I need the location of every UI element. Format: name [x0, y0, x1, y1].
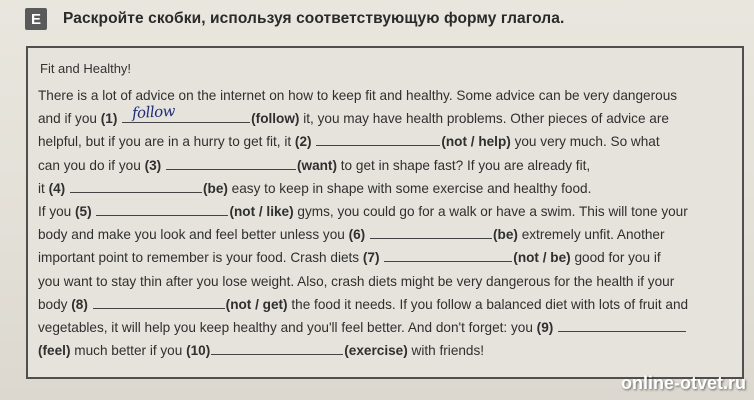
- text-segment: you very much. So what: [510, 134, 660, 150]
- answer-blank[interactable]: [370, 225, 492, 239]
- watermark: online-otvet.ru: [621, 373, 746, 393]
- exercise-header: [12, 4, 744, 34]
- passage-line: [38, 270, 738, 293]
- verb-hint: (exercise): [344, 343, 408, 359]
- handwritten-answer: follow: [131, 102, 176, 123]
- gap-number: (7): [362, 250, 380, 266]
- answer-blank[interactable]: [122, 102, 250, 123]
- passage-line: [38, 293, 738, 316]
- answer-blank[interactable]: [166, 156, 296, 170]
- passage-line: [38, 130, 738, 153]
- answer-blank[interactable]: [211, 341, 343, 355]
- text-segment: vegetables, it will help you keep healthy and you'll feel better. And don't forget: you: [38, 319, 537, 335]
- answer-blank[interactable]: [316, 132, 440, 146]
- text-segment: good for you if: [570, 250, 661, 266]
- text-segment: gyms, you could go for a walk or have a swim. This will tone your: [293, 203, 688, 219]
- gap-number: (2): [294, 134, 312, 150]
- gap-number: (4): [48, 180, 66, 196]
- passage-text: [38, 84, 738, 362]
- text-segment: helpful, but if you are in a hurry to get fit, it: [38, 134, 295, 150]
- exercise-badge: E: [25, 8, 47, 30]
- gap-number: (9): [536, 319, 554, 335]
- text-segment: it: [38, 180, 49, 196]
- text-segment: and if you: [38, 111, 101, 127]
- answer-blank[interactable]: [70, 179, 202, 193]
- text-segment: to get in shape fast? If you are already fit,: [337, 157, 591, 173]
- passage-line: [38, 316, 738, 339]
- answer-blank[interactable]: [384, 248, 512, 262]
- text-segment: important point to remember is your food. Crash diets: [38, 250, 363, 266]
- text-segment: body: [38, 296, 72, 312]
- answer-blank[interactable]: [96, 202, 228, 216]
- passage-line: [38, 223, 738, 246]
- verb-hint: (not / get): [225, 296, 288, 312]
- verb-hint: (be): [493, 227, 518, 243]
- answer-blank[interactable]: [93, 295, 225, 309]
- passage-line: [38, 339, 738, 362]
- text-segment: can you do if you: [38, 157, 145, 173]
- passage-line: [38, 177, 738, 200]
- gap-number: (8): [71, 296, 88, 312]
- gap-number: (3): [144, 157, 162, 173]
- passage-line: [38, 200, 738, 223]
- passage-line: [38, 102, 738, 130]
- verb-hint: (not / help): [441, 134, 511, 150]
- verb-hint: (not / be): [513, 250, 571, 266]
- text-segment: If you: [38, 203, 76, 219]
- gap-number: (5): [75, 203, 92, 219]
- passage-line: [38, 246, 738, 269]
- text-segment: much better if you: [70, 343, 187, 359]
- passage-line: [38, 154, 738, 177]
- verb-hint: (want): [296, 157, 337, 173]
- gap-number: (6): [348, 227, 366, 243]
- exercise-instruction: Раскройте скобки, используя соответствующую форму глагола.: [63, 10, 565, 27]
- verb-hint: (not / like): [229, 203, 294, 219]
- text-segment: the food it needs. If you follow a balanced diet with lots of fruit and: [287, 296, 689, 312]
- passage-title: Fit and Healthy!: [40, 61, 132, 76]
- answer-blank[interactable]: [558, 318, 686, 332]
- verb-hint: (follow): [251, 111, 300, 127]
- text-segment: There is a lot of advice on the internet on how to keep fit and healthy. Some advice can be very dangerous: [38, 88, 678, 103]
- gap-number: (10): [186, 343, 211, 359]
- text-segment: easy to keep in shape with some exercise and healthy food.: [227, 180, 592, 196]
- verb-hint: (be): [202, 180, 228, 196]
- text-segment: body and make you look and feel better unless you: [38, 227, 349, 243]
- gap-number: (1): [100, 111, 118, 127]
- text-segment: with friends!: [407, 343, 485, 359]
- text-segment: extremely unfit. Another: [517, 227, 665, 243]
- text-segment: it, you may have health problems. Other pieces of advice are: [299, 111, 669, 127]
- verb-hint: (feel): [38, 343, 71, 359]
- text-segment: you want to stay thin after you lose weight. Also, crash diets might be very dangerous for the health if your: [38, 273, 675, 289]
- passage-box: [26, 46, 744, 379]
